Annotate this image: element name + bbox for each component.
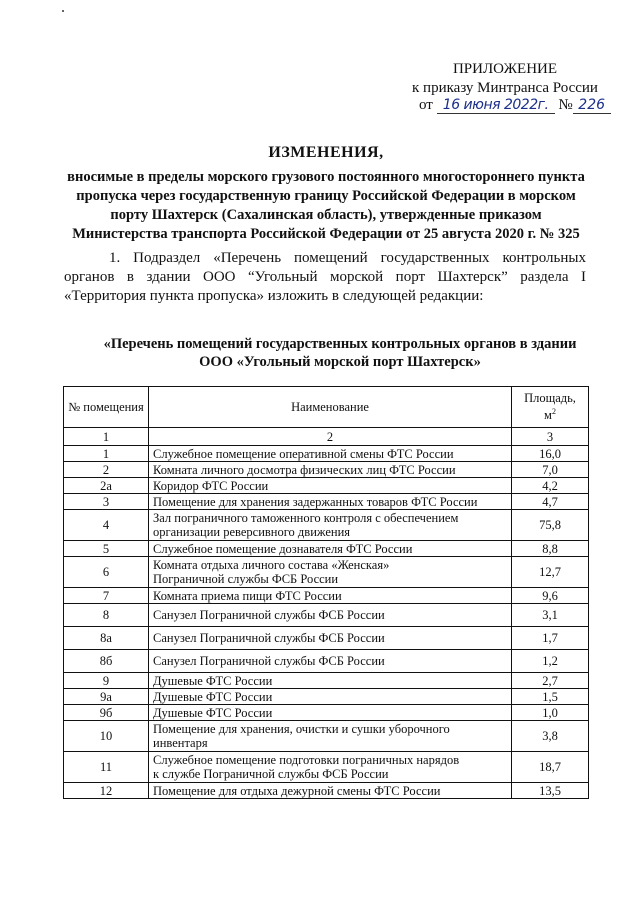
- room-number: 9а: [64, 689, 149, 705]
- room-name: [149, 627, 512, 650]
- table-body: [64, 428, 589, 799]
- table-row: [64, 673, 589, 689]
- room-number: 9б: [64, 705, 149, 721]
- table-row: [64, 446, 589, 462]
- document-subtitle-line: пропуска через государственную границу Российской Федерации в морском: [76, 188, 576, 204]
- room-number: 8б: [64, 650, 149, 673]
- room-number: 5: [64, 541, 149, 557]
- room-area: 1,2: [512, 650, 589, 673]
- appendix-order-ref: к приказу Минтранса России: [412, 80, 598, 96]
- room-name-line: Санузел Пограничной службы ФСБ России: [153, 654, 385, 668]
- room-name-line: Санузел Пограничной службы ФСБ России: [153, 608, 385, 622]
- room-name-line: Душевые ФТС России: [153, 705, 273, 720]
- order-number-handwritten: 226: [573, 98, 611, 114]
- room-name-line: Помещение для хранения, очистки и сушки уборочного: [153, 722, 450, 736]
- room-name-line: Служебное помещение подготовки пограничных нарядов: [153, 753, 460, 767]
- column-number-row: [64, 428, 589, 446]
- room-name-line: Комната личного досмотра физических лиц ФТС России: [153, 462, 456, 477]
- document-title-block: [40, 144, 612, 244]
- appendix-heading: ПРИЛОЖЕНИЕ: [452, 61, 558, 77]
- room-area: 75,8: [512, 510, 589, 541]
- table-row: [64, 478, 589, 494]
- room-name-line: Служебное помещение дознавателя ФТС России: [153, 541, 413, 556]
- order-line: [419, 97, 611, 114]
- room-name: [149, 462, 512, 478]
- room-number: 4: [64, 510, 149, 541]
- room-name: [149, 604, 512, 627]
- room-number: 1: [64, 446, 149, 462]
- room-number: 3: [64, 494, 149, 510]
- header-room-no: № помещения: [64, 387, 149, 428]
- column-number: 1: [64, 428, 149, 446]
- table-header-row: [64, 387, 589, 428]
- table-row: [64, 510, 589, 541]
- room-area: 3,1: [512, 604, 589, 627]
- table-row: [64, 689, 589, 705]
- column-number: 2: [149, 428, 512, 446]
- room-name-line: Душевые ФТС России: [153, 689, 273, 704]
- scan-speck: [62, 10, 64, 12]
- room-name: [149, 510, 512, 541]
- rooms-table: [63, 386, 589, 799]
- room-area: 3,8: [512, 721, 589, 752]
- room-area: 18,7: [512, 752, 589, 783]
- table-row: [64, 783, 589, 799]
- room-area: 13,5: [512, 783, 589, 799]
- header-name: Наименование: [149, 387, 512, 428]
- room-area: 1,5: [512, 689, 589, 705]
- header-area-label: Площадь,: [524, 391, 576, 406]
- room-number: 8: [64, 604, 149, 627]
- table-row: [64, 705, 589, 721]
- room-name-line: Комната отдыха личного состава «Женская»: [153, 558, 390, 572]
- appendix-block: [395, 60, 615, 98]
- table-row: [64, 462, 589, 478]
- order-prefix: от: [419, 97, 433, 113]
- room-area: 4,2: [512, 478, 589, 494]
- room-number: 2а: [64, 478, 149, 494]
- room-name: [149, 650, 512, 673]
- room-name: [149, 541, 512, 557]
- room-name-line: Помещение для хранения задержанных товаров ФТС России: [153, 494, 478, 509]
- order-number-label: №: [558, 97, 573, 113]
- room-area: 8,8: [512, 541, 589, 557]
- room-name-line: инвентаря: [153, 736, 208, 750]
- room-number: 12: [64, 783, 149, 799]
- room-name-line: организации реверсивного движения: [153, 525, 351, 539]
- room-area: 1,7: [512, 627, 589, 650]
- room-name: [149, 752, 512, 783]
- room-number: 6: [64, 557, 149, 588]
- header-area-unit: м: [544, 408, 552, 423]
- table-row: [64, 752, 589, 783]
- room-name: [149, 494, 512, 510]
- room-area: 7,0: [512, 462, 589, 478]
- document-title: ИЗМЕНЕНИЯ,: [268, 144, 384, 161]
- room-name: [149, 557, 512, 588]
- room-area: 9,6: [512, 588, 589, 604]
- header-area-unit-sup: 2: [551, 407, 556, 417]
- table-row: [64, 494, 589, 510]
- header-area: [512, 387, 589, 428]
- document-subtitle-line: порту Шахтерск (Сахалинская область), утвержденные приказом: [110, 207, 542, 223]
- column-number: 3: [512, 428, 589, 446]
- room-number: 8а: [64, 627, 149, 650]
- room-name-line: Комната приема пищи ФТС России: [153, 588, 342, 603]
- list-title: [60, 335, 620, 371]
- room-name: [149, 705, 512, 721]
- room-area: 12,7: [512, 557, 589, 588]
- room-name: [149, 783, 512, 799]
- table-row: [64, 604, 589, 627]
- room-number: 11: [64, 752, 149, 783]
- amendment-paragraph: 1. Подраздел «Перечень помещений государственных контрольных органов в здании ООО “Угольный морской порт Шахтерск” раздела I «Территория пункта пропуска» изложить в следующей редакции:: [64, 250, 586, 304]
- table-row: [64, 627, 589, 650]
- room-name: [149, 689, 512, 705]
- order-date-handwritten: 16 июня 2022г.: [437, 98, 555, 114]
- room-name: [149, 673, 512, 689]
- room-number: 7: [64, 588, 149, 604]
- document-subtitle-line: Министерства транспорта Российской Федерации от 25 августа 2020 г. № 325: [72, 226, 580, 242]
- list-title-line: «Перечень помещений государственных контрольных органов в здании: [103, 336, 577, 352]
- room-name-line: Служебное помещение оперативной смены ФТС России: [153, 446, 454, 461]
- room-name-line: к службе Пограничной службы ФСБ России: [153, 767, 389, 781]
- table-row: [64, 650, 589, 673]
- room-name: [149, 721, 512, 752]
- room-number: 10: [64, 721, 149, 752]
- room-number: 9: [64, 673, 149, 689]
- list-title-line: ООО «Угольный морской порт Шахтерск»: [199, 354, 481, 370]
- room-area: 16,0: [512, 446, 589, 462]
- document-subtitle-line: вносимые в пределы морского грузового постоянного многостороннего пункта: [67, 169, 585, 185]
- table-row: [64, 588, 589, 604]
- room-name-line: Коридор ФТС России: [153, 478, 269, 493]
- room-name: [149, 478, 512, 494]
- room-name: [149, 588, 512, 604]
- room-area: 1,0: [512, 705, 589, 721]
- room-name: [149, 446, 512, 462]
- room-area: 4,7: [512, 494, 589, 510]
- table-row: [64, 721, 589, 752]
- room-name-line: Зал пограничного таможенного контроля с обеспечением: [153, 511, 459, 525]
- room-number: 2: [64, 462, 149, 478]
- table-row: [64, 541, 589, 557]
- room-name-line: Душевые ФТС России: [153, 673, 273, 688]
- room-name-line: Пограничной службы ФСБ России: [153, 572, 339, 586]
- room-name-line: Санузел Пограничной службы ФСБ России: [153, 631, 385, 645]
- room-name-line: Помещение для отдыха дежурной смены ФТС России: [153, 783, 441, 798]
- room-area: 2,7: [512, 673, 589, 689]
- table-row: [64, 557, 589, 588]
